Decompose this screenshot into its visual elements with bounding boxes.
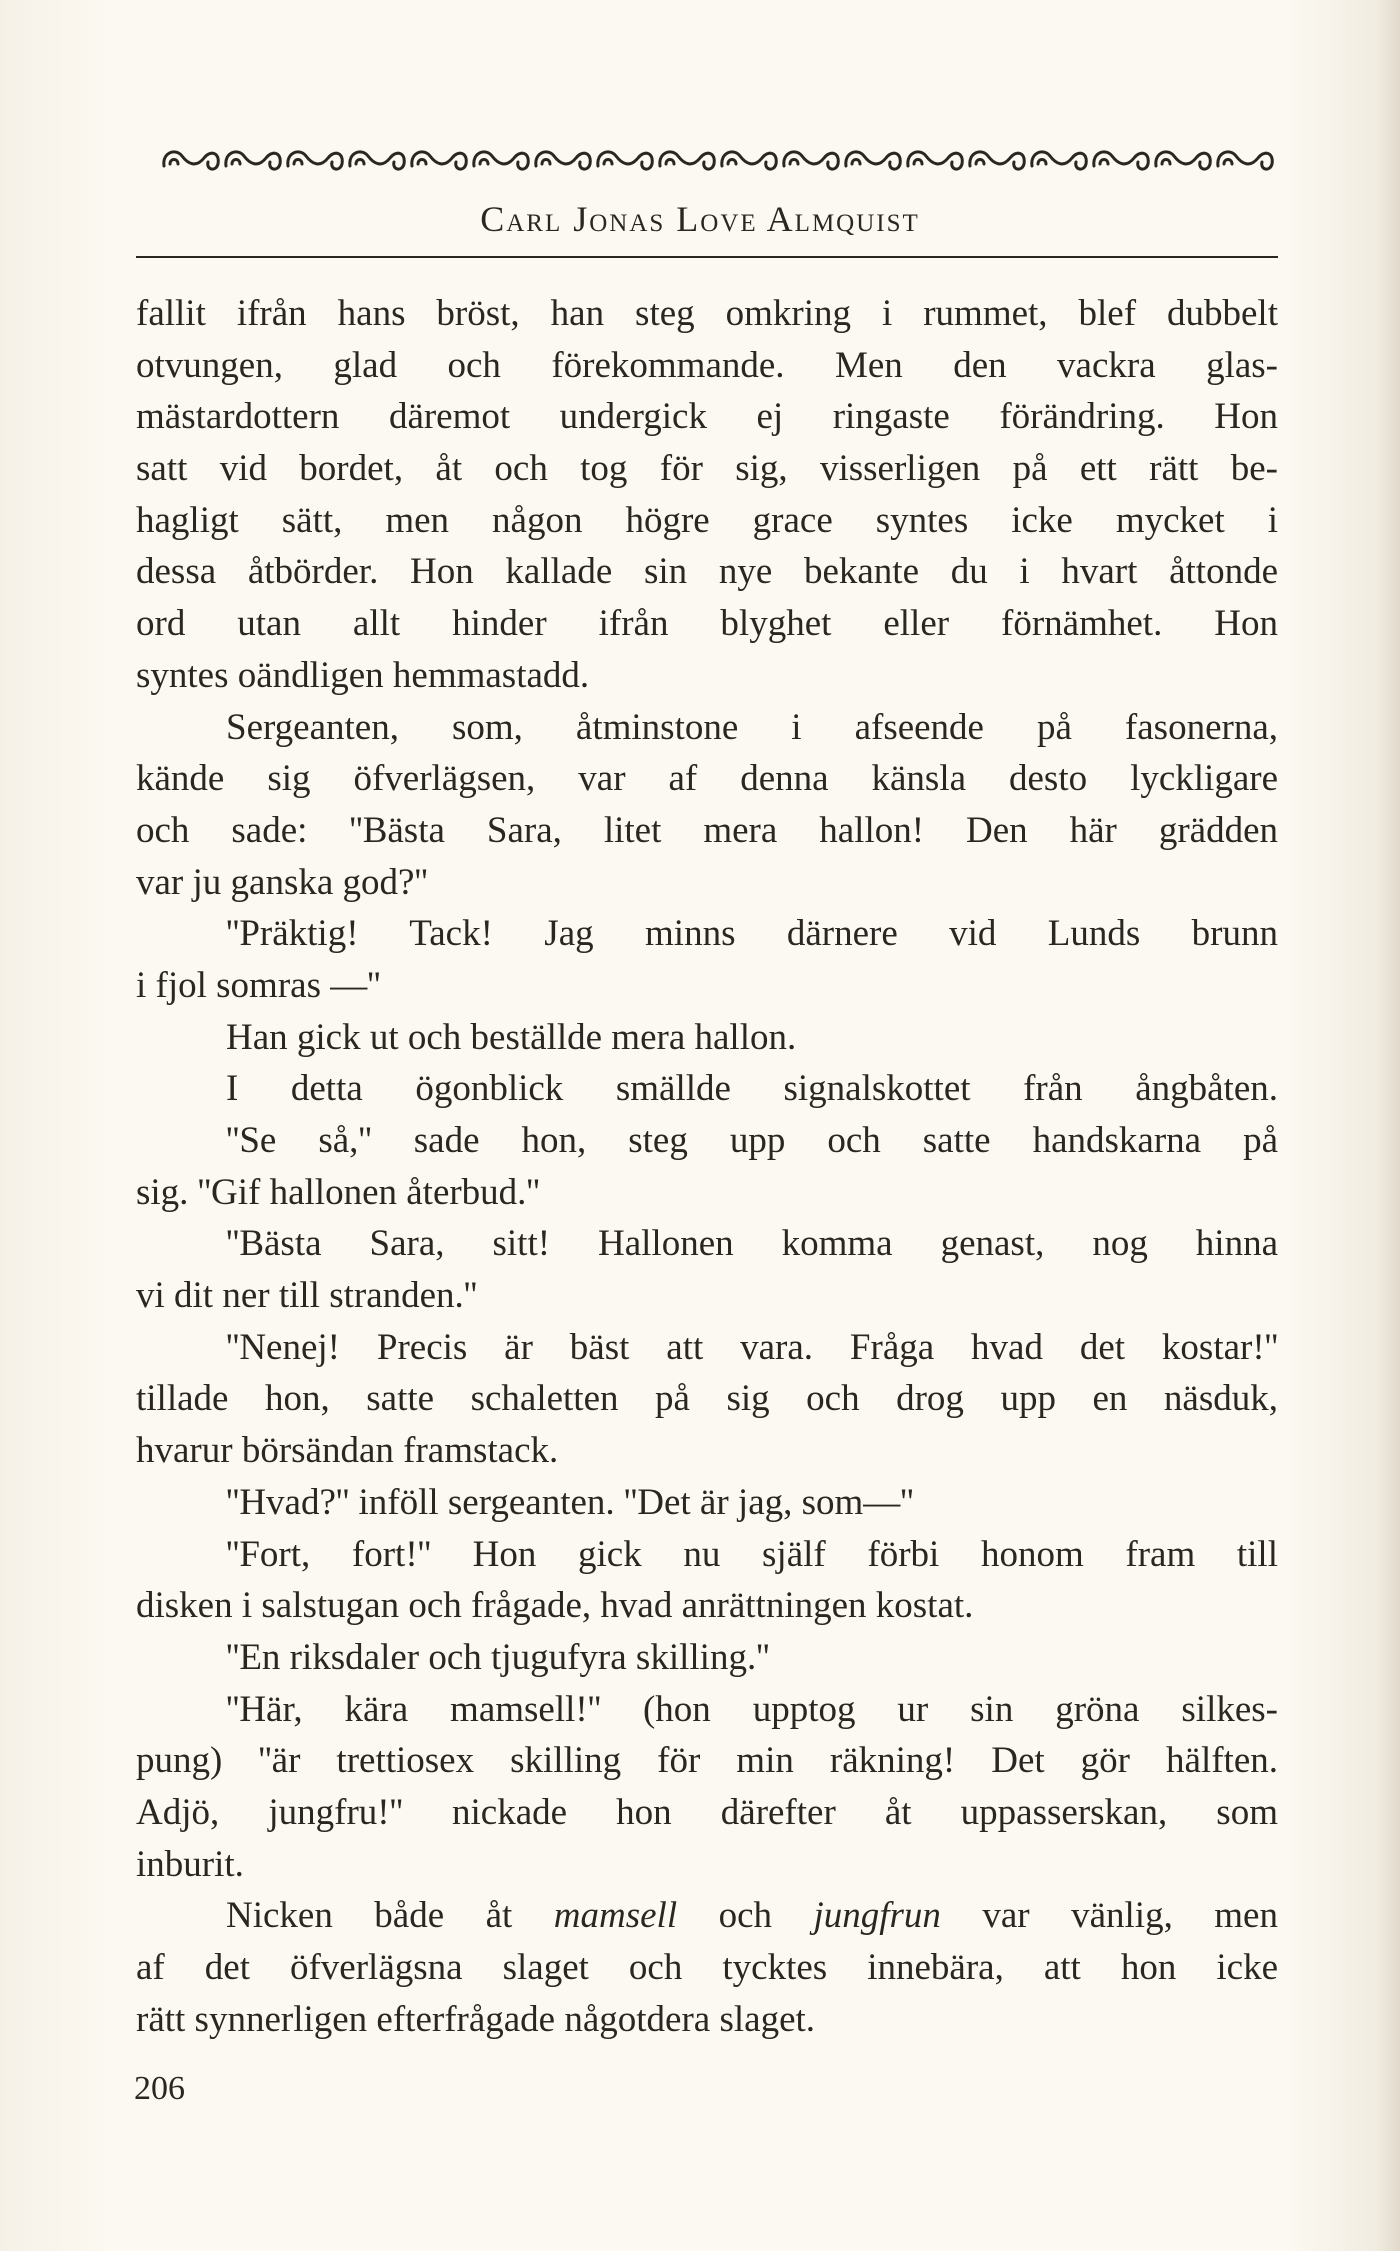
scroll-ornament-curl — [480, 160, 488, 165]
text-line — [136, 1890, 1278, 1942]
text-line: sig. ''Gif hallonen återbud.'' — [136, 1171, 540, 1213]
scroll-ornament-curl — [418, 160, 426, 165]
scroll-ornament-curl — [1162, 160, 1170, 165]
text-line: ''Hvad?'' inföll sergeanten. ''Det är jag, som—'' — [226, 1481, 914, 1523]
text-line: ''Fort, fort!'' Hon gick nu själf förbi honom fram till — [226, 1533, 1278, 1575]
text-line: otvungen, glad och förekommande. Men den vackra glas- — [136, 344, 1278, 386]
text-line: ''Se så,'' sade hon, steg upp och satte handskarna på — [226, 1120, 1278, 1161]
text-line: Adjö, jungfru!'' nickade hon därefter åt uppasserskan, som — [136, 1791, 1278, 1833]
scroll-ornament — [160, 142, 1278, 178]
text-line: Sergeanten, som, åtminstone i afseende på fasonerna, — [226, 706, 1278, 748]
text-line: Han gick ut och beställde mera hallon. — [226, 1016, 797, 1058]
scroll-ornament-curl — [728, 160, 736, 165]
text-line: I detta ögonblick smällde signalskottet från ångbåten. — [226, 1068, 1278, 1110]
text-line: var ju ganska god?'' — [136, 861, 428, 903]
text-line: hvarur börsändan framstack. — [136, 1430, 559, 1472]
text-line: ''Bästa Sara, sitt! Hallonen komma genast, nog hinna — [226, 1223, 1278, 1265]
scroll-ornament-curl — [852, 160, 860, 165]
text-line: pung) ''är trettiosex skilling för min räkning! Det gör hälften. — [136, 1740, 1278, 1782]
scroll-ornament-curl — [914, 160, 922, 165]
page-number: 206 — [134, 2070, 185, 2107]
scroll-ornament-curl — [790, 160, 798, 165]
text-line: syntes oändligen hemmastadd. — [136, 654, 590, 696]
scroll-ornament-curl — [1224, 160, 1232, 165]
text-line: i fjol somras —'' — [136, 964, 381, 1006]
text-line: tillade hon, satte schaletten på sig och drog upp en näsduk, — [136, 1378, 1278, 1420]
scroll-ornament-curl — [170, 160, 178, 165]
scroll-ornament-curl — [604, 160, 612, 165]
scroll-ornament-curl — [232, 160, 240, 165]
scroll-ornament-curl — [542, 160, 550, 165]
scroll-ornament-curl — [1038, 160, 1046, 165]
text-line: ''Här, kära mamsell!'' (hon upptog ur sin gröna silkes- — [226, 1688, 1278, 1730]
text-line: af det öfverlägsna slaget och tycktes innebära, att hon icke — [136, 1947, 1278, 1988]
text-line: fallit ifrån hans bröst, han steg omkring i rummet, blef dubbelt — [136, 293, 1278, 334]
text-line: ord utan allt hinder ifrån blyghet eller förnämhet. Hon — [136, 603, 1278, 645]
scroll-ornament-curl — [1100, 160, 1108, 165]
text-line: rätt synnerligen efterfrågade någotdera slaget. — [136, 1998, 816, 2040]
header-rule — [136, 256, 1278, 258]
text-line: ''Präktig! Tack! Jag minns därnere vid Lunds brunn — [226, 913, 1278, 955]
body-text — [136, 288, 1278, 2045]
text-line: och sade: ''Bästa Sara, litet mera hallon! Den här grädden — [136, 809, 1278, 851]
text-line: ''Nenej! Precis är bäst att vara. Fråga hvad det kostar!'' — [226, 1326, 1278, 1368]
text-line: mästardottern däremot undergick ej ringaste förändring. Hon — [136, 396, 1278, 438]
italic-word: mamsell — [553, 1895, 678, 1937]
text-line: ''En riksdaler och tjugufyra skilling.'' — [226, 1636, 770, 1678]
scroll-ornament-curl — [356, 160, 364, 165]
italic-word: jungfrun — [813, 1895, 941, 1937]
text-fragment: och — [677, 1895, 814, 1937]
text-line: inburit. — [136, 1843, 244, 1885]
text-line: satt vid bordet, åt och tog för sig, visserligen på ett rätt be- — [136, 448, 1278, 490]
scroll-ornament-curl — [666, 160, 674, 165]
page-edge-shadow — [1376, 0, 1400, 2251]
scroll-ornament-curl — [294, 160, 302, 165]
text-line: kände sig öfverlägsen, var af denna känsla desto lyckligare — [136, 758, 1278, 800]
scroll-ornament-curl — [976, 160, 984, 165]
running-head: Carl Jonas Love Almquist — [480, 199, 920, 239]
text-fragment: Nicken både åt — [226, 1895, 554, 1937]
text-fragment: var vänlig, men — [940, 1895, 1278, 1937]
text-line: vi dit ner till stranden.'' — [136, 1275, 478, 1317]
text-line: hagligt sätt, men någon högre grace syntes icke mycket i — [136, 499, 1278, 541]
text-line: disken i salstugan och frågade, hvad anrättningen kostat. — [136, 1585, 974, 1627]
text-line: dessa åtbörder. Hon kallade sin nye bekante du i hvart åttonde — [136, 551, 1278, 593]
